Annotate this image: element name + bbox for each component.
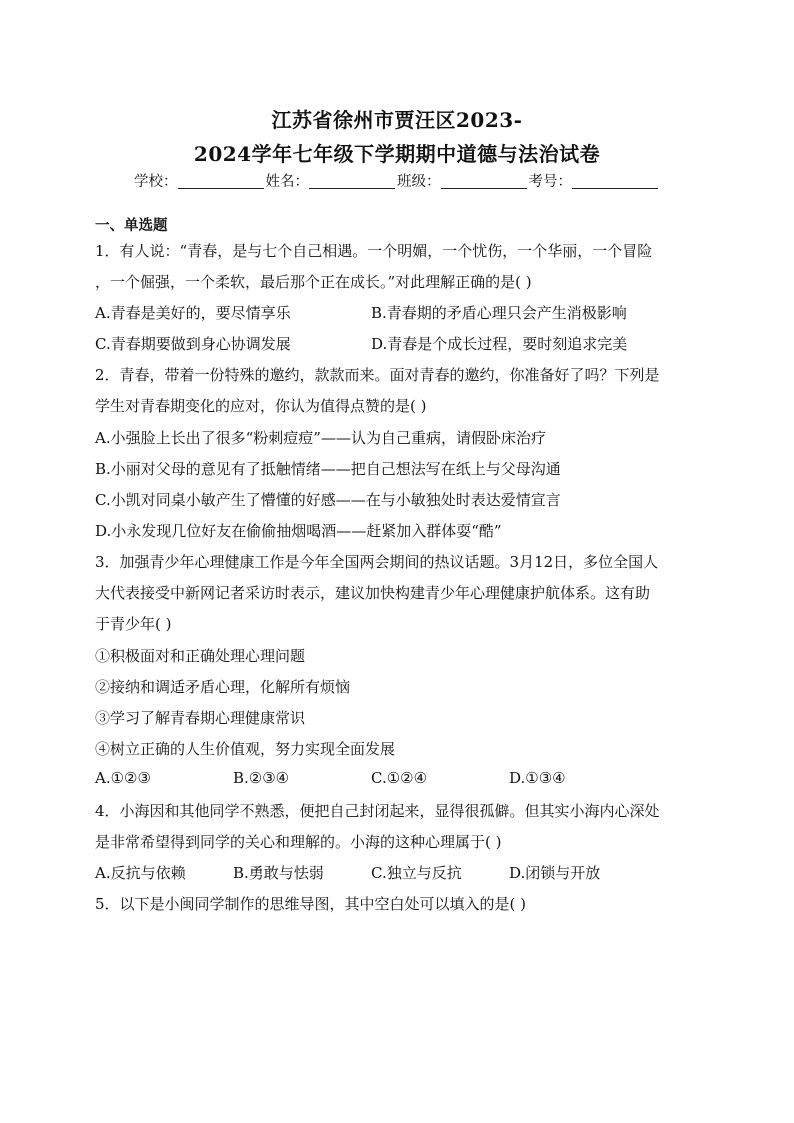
question-2-line-2: 学生对青春期变化的应对，你认为值得点赞的是( ) (95, 397, 427, 415)
question-1-line-2: ，一个倔强，一个柔软，最后那个正在成长。”对此理解正确的是( ) (95, 273, 532, 291)
question-1-option-b: B.青春期的矛盾心理只会产生消极影响 (371, 304, 627, 322)
question-2-option-a: A.小强脸上长出了很多“粉刺痘痘”——认为自己重病，请假卧床治疗 (95, 429, 546, 447)
question-4-option-d: D.闭锁与开放 (509, 864, 601, 882)
question-4-line-1: 4．小海因和其他同学不熟悉，便把自己封闭起来，显得很孤僻。但其实小海内心深处 (95, 802, 660, 820)
question-3-item-3: ③学习了解青春期心理健康常识 (95, 709, 306, 727)
question-1-option-d: D.青春是个成长过程，要时刻追求完美 (371, 335, 628, 353)
question-3-line-1: 3．加强青少年心理健康工作是今年全国两会期间的热议话题。3月12日，多位全国人 (95, 553, 659, 571)
question-5-line-1: 5．以下是小闽同学制作的思维导图，其中空白处可以填入的是( ) (95, 895, 527, 913)
question-2-option-c: C.小凯对同桌小敏产生了懵懂的好感——在与小敏独处时表达爱情宣言 (95, 491, 561, 509)
question-1-option-a: A.青春是美好的，要尽情享乐 (95, 304, 291, 322)
question-4-option-a: A.反抗与依赖 (95, 864, 186, 882)
question-3-option-a: A.①②③ (95, 769, 151, 787)
class-blank (441, 172, 527, 189)
exam-number-label: 考号： (528, 174, 572, 190)
exam-number-blank (572, 172, 658, 189)
exam-title-line-1: 江苏省徐州市贾汪区2023- (271, 108, 523, 132)
question-4-option-c: C.独立与反抗 (371, 864, 462, 882)
name-blank (309, 172, 395, 189)
question-3-item-1: ①积极面对和正确处理心理问题 (95, 647, 306, 665)
question-3-line-2: 大代表接受中新网记者采访时表示，建议加快构建青少年心理健康护航体系。这有助 (95, 584, 651, 602)
question-2-line-1: 2．青春，带着一份特殊的邀约，款款而来。面对青春的邀约，你准备好了吗？下列是 (95, 366, 660, 384)
class-label: 班级： (397, 174, 441, 190)
name-label: 姓名： (265, 174, 309, 190)
question-4-line-2: 是非常希望得到同学的关心和理解的。小海的这种心理属于( ) (95, 833, 502, 851)
question-3-item-2: ②接纳和调适矛盾心理，化解所有烦恼 (95, 678, 351, 696)
school-blank (178, 172, 264, 189)
question-3-line-3: 于青少年( ) (95, 615, 172, 633)
section-title: 一、单选题 (95, 218, 168, 234)
question-1-line-1: 1．有人说：“青春，是与七个自己相遇。一个明媚，一个忧伤，一个华丽，一个冒险 (95, 242, 653, 260)
question-3-option-c: C.①②④ (371, 769, 428, 787)
student-info-row (0, 170, 794, 191)
question-2-option-b: B.小丽对父母的意见有了抵触情绪——把自己想法写在纸上与父母沟通 (95, 460, 561, 478)
question-2-option-d: D.小永发现几位好友在偷偷抽烟喝酒——赶紧加入群体耍“酷” (95, 522, 502, 540)
question-4-option-b: B.勇敢与怯弱 (233, 864, 324, 882)
question-1-option-c: C.青春期要做到身心协调发展 (95, 335, 291, 353)
question-3-option-d: D.①③④ (509, 769, 566, 787)
question-3-item-4: ④树立正确的人生价值观，努力实现全面发展 (95, 740, 396, 758)
question-3-option-b: B.②③④ (233, 769, 290, 787)
school-label: 学校： (134, 174, 178, 190)
exam-title-line-2: 2024学年七年级下学期期中道德与法治试卷 (193, 142, 601, 166)
